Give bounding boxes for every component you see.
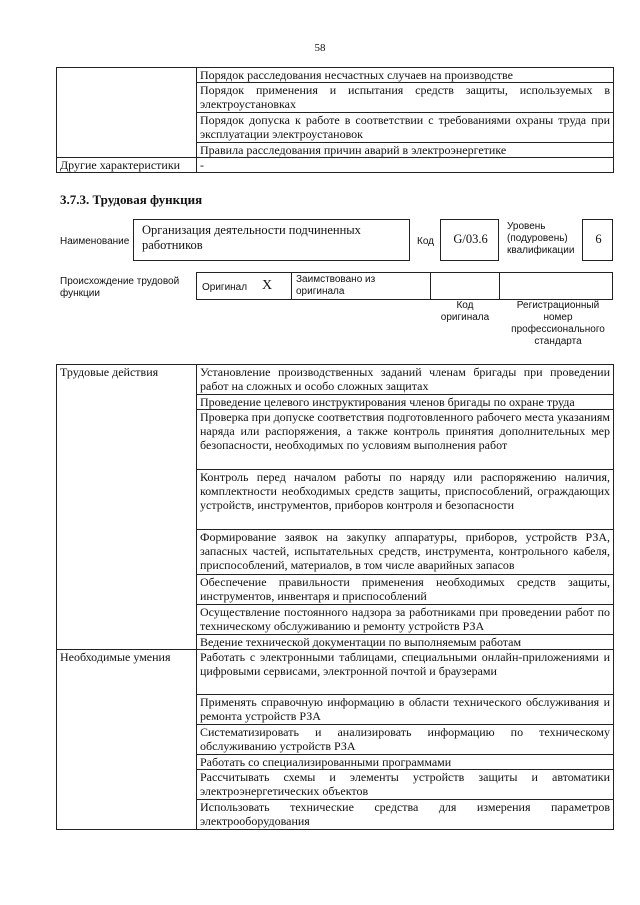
code-value-box <box>440 219 499 261</box>
table-cell: Применять справочную информацию в области технического обслуживания и ремонта устройств РЗА <box>197 695 614 725</box>
table-cell: Работать со специализированными программами <box>197 755 614 770</box>
top-characteristics-table <box>56 67 614 173</box>
table-row <box>57 365 614 395</box>
level-value: 6 <box>595 232 602 246</box>
table-row <box>57 650 614 695</box>
page-number: 58 <box>314 42 326 54</box>
table-row <box>57 68 614 83</box>
name-value-box <box>133 219 410 261</box>
table-cell: Проверка при допуске соответствия подготовленного рабочего места указаниям наряда или распоряжения, а также контроль принятия дополнительных мер безопасности, необходимых по условиям выполнения работ <box>197 410 614 470</box>
table-cell: Обеспечение правильности применения необходимых средств защиты, инструментов, инвентаря и приспособлений <box>197 575 614 605</box>
code-value: G/03.6 <box>453 232 488 246</box>
row-text: Порядок расследования несчастных случаев на производстве <box>197 68 614 83</box>
name-value: Организация деятельности подчиненных работников <box>142 223 361 252</box>
row-text: Порядок применения и испытания средств защиты, используемых в электроустановках <box>197 83 614 113</box>
row-label <box>57 83 197 113</box>
table-cell: Использовать технические средства для измерения параметров электрооборудования <box>197 800 614 830</box>
group-label: Трудовые действия <box>57 365 197 650</box>
table-cell: Проведение целевого инструктирования членов бригады по охране труда <box>197 395 614 410</box>
origin-label: Происхождение трудовой функции <box>60 276 180 299</box>
table-cell: Ведение технической документации по выполняемым работам <box>197 635 614 650</box>
row-label <box>57 143 197 158</box>
row-text: Правила расследования причин аварий в электроэнергетике <box>197 143 614 158</box>
original-mark: X <box>262 278 273 293</box>
table-cell: Рассчитывать схемы и элементы устройств защиты и автоматики электроэнергетических объектов <box>197 770 614 800</box>
row-label: Другие характеристики <box>57 158 197 173</box>
row-label <box>57 68 197 83</box>
table-row <box>57 158 614 173</box>
table-cell: Формирование заявок на закупку аппаратуры, приборов, устройств РЗА, запасных частей, испытательных средств, инструмента, контрольного кабеля, приспособлений, материалов, в том числе аварийных запасов <box>197 530 614 575</box>
row-text: Порядок допуска к работе в соответствии с требованиями охраны труда при эксплуатации электроустановок <box>197 113 614 143</box>
table-row <box>57 113 614 143</box>
section-heading: 3.7.3. Трудовая функция <box>60 192 203 207</box>
table-cell: Работать с электронными таблицами, специальными онлайн-приложениями и цифровыми сервисами, электронной почтой и браузерами <box>197 650 614 695</box>
level-label: Уровень (подуровень) квалификации <box>507 221 575 256</box>
table-cell: Осуществление постоянного надзора за работниками при проведении работ по техническому обслуживанию и ремонту устройств РЗА <box>197 605 614 635</box>
table-row <box>57 83 614 113</box>
row-label <box>57 113 197 143</box>
table-cell: Систематизировать и анализировать информацию по техническому обслуживанию устройств РЗА <box>197 725 614 755</box>
original-label: Оригинал <box>202 282 248 293</box>
code-original-caption: Код оригинала <box>440 300 490 323</box>
table-row <box>57 143 614 158</box>
reg-number-caption: Регистрационный номер профессионального стандарта <box>511 300 605 347</box>
row-text: - <box>197 158 614 173</box>
table-cell: Контроль перед началом работы по наряду или распоряжению наличия, комплектности необходимых средств защиты, приспособлений, ограждающих устройств, инструментов, приборов контроля и безопасности <box>197 470 614 530</box>
code-label: Код <box>417 236 435 247</box>
table-cell: Установление производственных заданий членам бригады при проведении работ на сложных и особо сложных защитах <box>197 365 614 395</box>
level-value-box <box>582 219 613 261</box>
borrowed-label: Заимствовано из оригинала <box>296 274 376 297</box>
name-label: Наименование <box>60 236 130 247</box>
labor-function-table <box>56 364 614 830</box>
group-label: Необходимые умения <box>57 650 197 830</box>
